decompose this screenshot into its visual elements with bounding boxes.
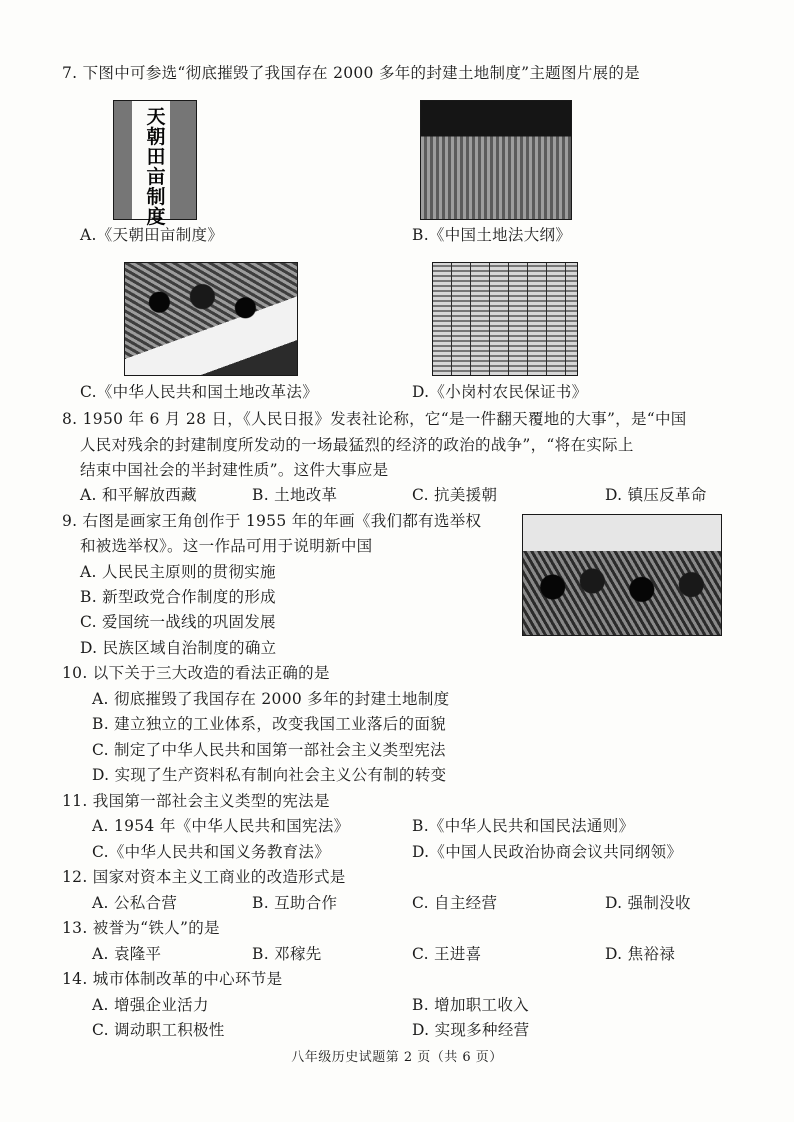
q9-poster-image	[522, 514, 722, 636]
q7-option-c: C.《中华人民共和国土地改革法》	[80, 383, 319, 401]
q9-option-a: A. 人民民主原则的贯彻实施	[80, 563, 276, 581]
q8-option-c: C. 抗美援朝	[412, 486, 498, 504]
q7-image-d	[432, 262, 578, 376]
q12-option-a: A. 公私合营	[92, 894, 178, 912]
q8-option-b: B. 土地改革	[252, 486, 338, 504]
q10-option-c: C. 制定了中华人民共和国第一部社会主义类型宪法	[92, 741, 446, 759]
q9-option-c: C. 爱国统一战线的巩固发展	[80, 613, 276, 631]
page-footer: 八年级历史试题第 2 页（共 6 页）	[291, 1050, 503, 1065]
q11-option-a: A. 1954 年《中华人民共和国宪法》	[92, 817, 350, 835]
q11-stem: 11. 我国第一部社会主义类型的宪法是	[62, 792, 330, 810]
q7-option-a: A.《天朝田亩制度》	[80, 226, 224, 244]
q13-option-b: B. 邓稼先	[252, 945, 322, 963]
q14-stem: 14. 城市体制改革的中心环节是	[62, 970, 283, 988]
q14-option-c: C. 调动职工积极性	[92, 1021, 225, 1039]
q7-image-c	[124, 262, 298, 376]
q9-option-d: D. 民族区域自治制度的确立	[80, 639, 277, 657]
q11-option-c: C.《中华人民共和国义务教育法》	[92, 843, 331, 861]
q13-option-d: D. 焦裕禄	[605, 945, 676, 963]
q10-stem: 10. 以下关于三大改造的看法正确的是	[62, 664, 330, 682]
q11-option-b: B.《中华人民共和国民法通则》	[412, 817, 635, 835]
q12-stem: 12. 国家对资本主义工商业的改造形式是	[62, 868, 346, 886]
q11-option-d: D.《中国人民政治协商会议共同纲领》	[412, 843, 683, 861]
q9-stem-line-1: 9. 右图是画家王角创作于 1955 年的年画《我们都有选举权	[62, 512, 482, 530]
q8-stem-line-3: 结束中国社会的半封建性质”。这件大事应是	[80, 461, 389, 479]
q10-option-d: D. 实现了生产资料私有制向社会主义公有制的转变	[92, 766, 447, 784]
q10-option-b: B. 建立独立的工业体系，改变我国工业落后的面貌	[92, 715, 446, 733]
q7-scroll-text: 天朝田亩制度	[146, 106, 166, 228]
q7-option-d: D.《小岗村农民保证书》	[412, 383, 588, 401]
q9-stem-line-2: 和被选举权》。这一作品可用于说明新中国	[80, 537, 373, 555]
q12-option-b: B. 互助合作	[252, 894, 338, 912]
q9-option-b: B. 新型政党合作制度的形成	[80, 588, 276, 606]
q8-stem-line-2: 人民对残余的封建制度所发动的一场最猛烈的经济的政治的战争”，“将在实际上	[80, 436, 634, 454]
q13-stem: 13. 被誉为“铁人”的是	[62, 919, 220, 937]
q14-option-a: A. 增强企业活力	[92, 996, 209, 1014]
q7-option-b: B.《中国土地法大纲》	[412, 226, 572, 244]
q13-option-c: C. 王进喜	[412, 945, 482, 963]
q13-option-a: A. 袁隆平	[92, 945, 162, 963]
q7-stem: 7. 下图中可参选“彻底摧毁了我国存在 2000 多年的封建土地制度”主题图片展的是	[62, 64, 640, 82]
q14-option-b: B. 增加职工收入	[412, 996, 529, 1014]
q8-option-a: A. 和平解放西藏	[80, 486, 197, 504]
q12-option-d: D. 强制没收	[605, 894, 691, 912]
q7-image-a	[113, 100, 197, 228]
q14-option-d: D. 实现多种经营	[412, 1021, 530, 1039]
q12-option-c: C. 自主经营	[412, 894, 498, 912]
q7-image-b	[420, 100, 572, 220]
q8-stem-line-1: 8. 1950 年 6 月 28 日，《人民日报》发表社论称，它“是一件翻天覆地的大事”，是“中国	[62, 410, 687, 428]
q8-option-d: D. 镇压反革命	[605, 486, 707, 504]
q10-option-a: A. 彻底摧毁了我国存在 2000 多年的封建土地制度	[92, 690, 450, 708]
